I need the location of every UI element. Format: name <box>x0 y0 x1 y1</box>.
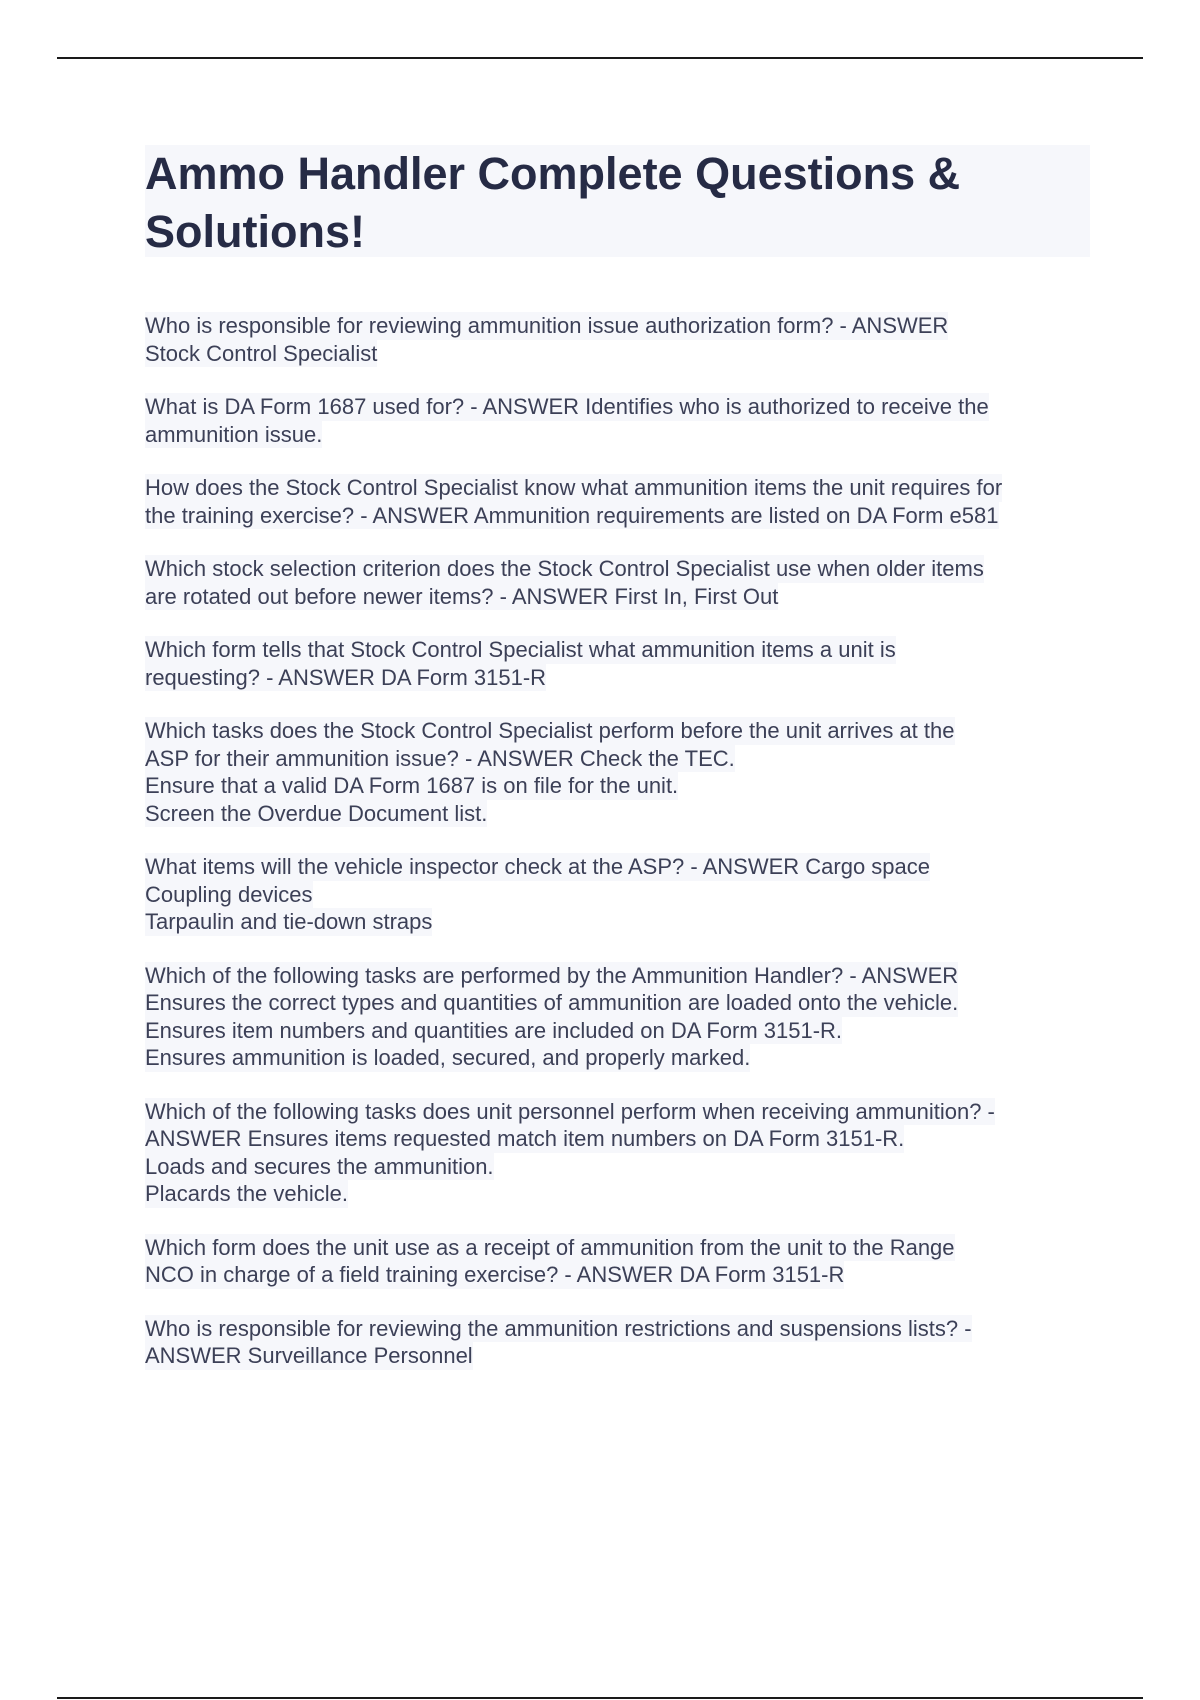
qa-item <box>145 962 1090 1072</box>
qa-line: Which of the following tasks are performed by the Ammunition Handler? - ANSWER <box>145 962 959 988</box>
qa-line: Who is responsible for reviewing the ammunition restrictions and suspensions lists? - <box>145 1315 972 1341</box>
qa-line: Which of the following tasks does unit personnel perform when receiving ammunition? - <box>145 1098 995 1124</box>
qa-line: What items will the vehicle inspector check at the ASP? - ANSWER Cargo space <box>145 854 930 879</box>
qa-line: ANSWER Surveillance Personnel <box>145 1343 473 1368</box>
qa-line: Who is responsible for reviewing ammunition issue authorization form? - ANSWER <box>145 313 949 338</box>
top-rule <box>57 57 1143 59</box>
qa-line: Which form does the unit use as a receipt of ammunition from the unit to the Range <box>145 1234 955 1260</box>
qa-item <box>145 555 1090 610</box>
qa-item <box>145 1315 1090 1370</box>
document-title <box>145 145 1090 257</box>
qa-line: are rotated out before newer items? - ANSWER First In, First Out <box>145 583 779 609</box>
qa-line: Which stock selection criterion does the Stock Control Specialist use when older items <box>145 556 984 581</box>
qa-line: Ensure that a valid DA Form 1687 is on file for the unit. <box>145 773 679 798</box>
qa-item <box>145 393 1090 448</box>
qa-line: the training exercise? - ANSWER Ammunition requirements are listed on DA Form e581 <box>145 502 999 528</box>
title-line: Solutions! <box>145 206 365 257</box>
qa-item <box>145 312 1090 367</box>
qa-line: ANSWER Ensures items requested match item numbers on DA Form 3151-R. <box>145 1126 905 1151</box>
qa-line: NCO in charge of a field training exercise? - ANSWER DA Form 3151-R <box>145 1262 845 1287</box>
bottom-rule <box>57 1697 1143 1699</box>
qa-line: How does the Stock Control Specialist know what ammunition items the unit requires for <box>145 475 1003 500</box>
qa-line: What is DA Form 1687 used for? - ANSWER Identifies who is authorized to receive the <box>145 394 989 419</box>
qa-item <box>145 1098 1090 1208</box>
qa-line: Placards the vehicle. <box>145 1181 348 1206</box>
qa-line: ASP for their ammunition issue? - ANSWER Check the TEC. <box>145 745 735 771</box>
title-line: Ammo Handler Complete Questions & <box>145 148 961 199</box>
qa-line: Ensures the correct types and quantities of ammunition are loaded onto the vehicle. <box>145 990 959 1015</box>
qa-item <box>145 636 1090 691</box>
document-body <box>145 145 1090 1396</box>
qa-line: requesting? - ANSWER DA Form 3151-R <box>145 664 547 690</box>
qa-item <box>145 853 1090 936</box>
qa-line: Screen the Overdue Document list. <box>145 800 488 826</box>
qa-line: Ensures ammunition is loaded, secured, and properly marked. <box>145 1045 751 1070</box>
qa-line: Tarpaulin and tie-down straps <box>145 909 433 934</box>
qa-list <box>145 312 1090 1370</box>
qa-line: Ensures item numbers and quantities are included on DA Form 3151-R. <box>145 1017 843 1043</box>
qa-line: Stock Control Specialist <box>145 340 378 366</box>
qa-line: ammunition issue. <box>145 421 323 447</box>
qa-line: Which form tells that Stock Control Specialist what ammunition items a unit is <box>145 637 896 662</box>
qa-line: Loads and secures the ammunition. <box>145 1153 494 1179</box>
qa-line: Which tasks does the Stock Control Specialist perform before the unit arrives at the <box>145 718 955 743</box>
qa-item <box>145 1234 1090 1289</box>
qa-item <box>145 474 1090 529</box>
qa-line: Coupling devices <box>145 881 313 907</box>
qa-item <box>145 717 1090 827</box>
